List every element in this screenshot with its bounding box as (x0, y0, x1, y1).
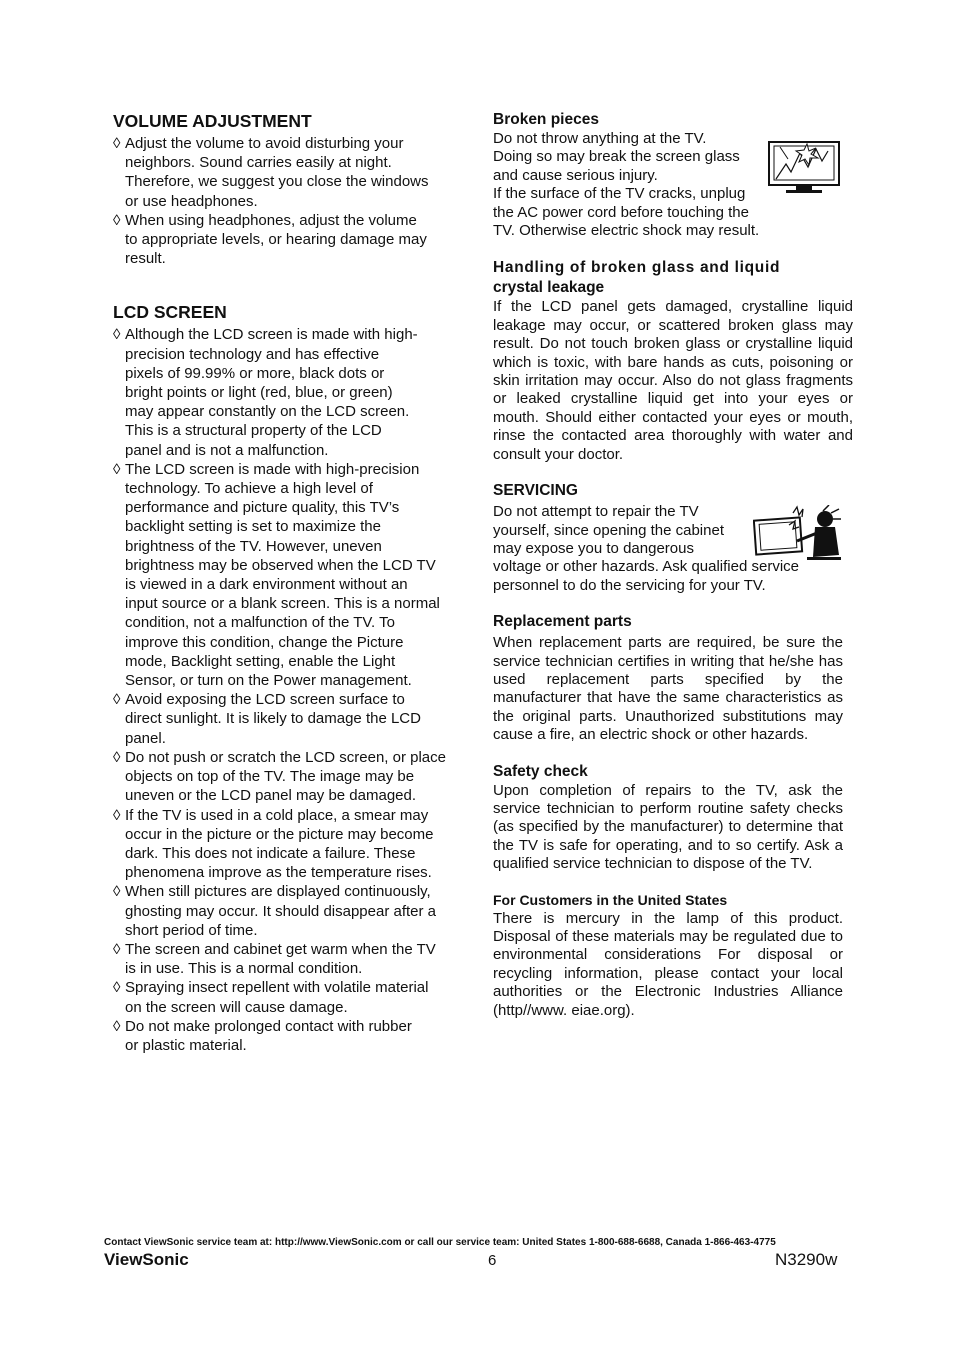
volume-bullet (113, 134, 473, 211)
lcd-bullet (113, 978, 473, 1016)
text-line: Doing so may break the screen glass (493, 148, 740, 166)
text-line: uneven or the LCD panel may be damaged. (125, 787, 417, 805)
text-line: The LCD screen is made with high-precision (125, 460, 420, 478)
text-line: Avoid exposing the LCD screen surface to (125, 691, 405, 709)
lcd-bullet (113, 325, 473, 459)
text-line: or use headphones. (125, 192, 258, 210)
text-line: Do not make prolonged contact with rubber (125, 1017, 412, 1035)
lcd-bullet (113, 690, 473, 748)
bullet-marker: ◊ (113, 135, 121, 152)
lcd-heading: LCD SCREEN (113, 302, 227, 323)
text-line: brightness may be observed when the LCD TV (125, 556, 436, 574)
lcd-bullet (113, 882, 473, 940)
text-line: TV. Otherwise electric shock may result. (493, 222, 760, 240)
bullet-marker: ◊ (113, 1017, 121, 1035)
text-line: direct sunlight. It is likely to damage the LCD (125, 710, 421, 728)
right-column (493, 110, 853, 1020)
bullet-marker: ◊ (113, 806, 121, 824)
text-line: When still pictures are displayed continuously, (125, 883, 431, 901)
text-line: mode, Backlight setting, enable the Light (125, 652, 396, 670)
customers-heading: For Customers in the United States (493, 891, 728, 908)
text-line: panel. (125, 729, 166, 747)
text-line: Do not attempt to repair the TV (493, 503, 699, 521)
text-line: input source or a blank screen. This is a normal (125, 595, 440, 613)
left-column (113, 110, 473, 1055)
safety-heading: Safety check (493, 762, 588, 780)
text-line: If the TV is used in a cold place, a smear may (125, 806, 429, 824)
page-number: 6 (488, 1252, 497, 1269)
brand-logo: ViewSonic (104, 1250, 189, 1269)
text-line: brightness of the TV. However, uneven (125, 537, 382, 555)
text-line: panel and is not a malfunction. (125, 441, 329, 459)
bullet-marker: ◊ (113, 326, 121, 344)
text-line: backlight setting is set to maximize the (125, 518, 381, 536)
text-line: Spraying insect repellent with volatile material (125, 979, 429, 997)
lcd-bullet (113, 806, 473, 883)
lcd-bullet (113, 748, 473, 806)
replacement-heading: Replacement parts (493, 613, 632, 631)
text-line: phenomena improve as the temperature rises. (125, 864, 432, 882)
text-line: to appropriate levels, or hearing damage may (125, 231, 427, 249)
volume-bullet (113, 211, 473, 269)
bullet-marker: ◊ (113, 979, 121, 997)
text-line: bright points or light (red, blue, or green) (125, 384, 393, 402)
text-line: short period of time. (125, 921, 258, 939)
text-line: or plastic material. (125, 1036, 247, 1054)
text-line: may expose you to dangerous (493, 539, 694, 557)
text-line: technology. To achieve a high level of (125, 480, 373, 498)
text-line: This is a structural property of the LCD (125, 422, 382, 440)
bullet-marker: ◊ (113, 460, 121, 478)
text-line: Adjust the volume to avoid disturbing your (125, 135, 404, 152)
customers-text: There is mercury in the lamp of this product. Disposal of these materials may be regulated due to environmental considerations For disposal or recycling information, please contact your local authorities or the Electronic Industries Alliance (http//www. eiae.org). (493, 909, 843, 1019)
text-line: precision technology and has effective (125, 345, 380, 363)
bullet-marker: ◊ (113, 940, 121, 958)
broken-glass-text: If the LCD panel gets damaged, crystalline liquid leakage may occur, or scattered broken glass may result. Do not touch broken glass or crystalline liquid which is toxic, with bare hands as cuts, poisoning or skin irritation may occur. Also do not glass fragments or leaked crystalline liquid get into your eyes or mouth. Should either contacted your eyes or mouth, rinse the contacted area thoroughly with water and consult your doctor. (493, 298, 853, 463)
text-line: and cause serious injury. (493, 166, 658, 184)
heading-line: Handling of broken glass and liquid (493, 259, 781, 277)
bullet-marker: ◊ (113, 211, 121, 229)
text-line: performance and picture quality, this TV’s (125, 499, 400, 517)
heading-line: crystal leakage (493, 279, 605, 297)
text-line: dark. This does not indicate a failure. These (125, 844, 416, 862)
text-line: When using headphones, adjust the volume (125, 211, 417, 229)
lcd-bullet (113, 1017, 473, 1055)
bullet-marker: ◊ (113, 691, 121, 709)
bullet-marker: ◊ (113, 883, 121, 901)
volume-heading: VOLUME ADJUSTMENT (113, 111, 312, 131)
lcd-bullet (113, 460, 473, 690)
servicing-warning-icon (753, 505, 843, 563)
servicing-heading: SERVICING (493, 482, 578, 500)
text-line: condition, not a malfunction of the TV. To (125, 614, 395, 632)
broken-tv-icon (766, 139, 842, 195)
volume-bullets (113, 134, 473, 268)
text-line: is viewed in a dark environment without an (125, 576, 408, 594)
text-line: Therefore, we suggest you close the windows (125, 173, 429, 191)
model-number: N3290w (775, 1250, 838, 1269)
text-line: pixels of 99.99% or more, black dots or (125, 364, 385, 382)
text-line: Do not push or scratch the LCD screen, or place (125, 748, 446, 766)
text-line: occur in the picture or the picture may become (125, 825, 434, 843)
safety-text: Upon completion of repairs to the TV, ask the service technician to perform routine safety checks (as specified by the manufacturer) to determine that the TV is safe for operating, and to so certify. Ask a qualified service technician to dispose of the TV. (493, 781, 843, 873)
lcd-bullet (113, 940, 473, 978)
broken-pieces-heading: Broken pieces (493, 111, 599, 128)
text-line: Do not throw anything at the TV. (493, 130, 707, 147)
text-line: If the surface of the TV cracks, unplug (493, 185, 746, 203)
text-line: Although the LCD screen is made with high- (125, 326, 418, 344)
text-line: on the screen will cause damage. (125, 998, 348, 1016)
text-line: The screen and cabinet get warm when the TV (125, 940, 436, 958)
text-line: yourself, since opening the cabinet (493, 521, 724, 539)
lcd-bullets (113, 325, 473, 1055)
text-line: may appear constantly on the LCD screen. (125, 403, 410, 421)
text-line: is in use. This is a normal condition. (125, 960, 363, 978)
text-line: result. (125, 250, 166, 268)
text-line: improve this condition, change the Picture (125, 633, 404, 651)
text-line: objects on top of the TV. The image may be (125, 768, 415, 786)
text-line: personnel to do the servicing for your TV. (493, 576, 766, 594)
replacement-text: When replacement parts are required, be sure the service technician certifies in writing that he/she has used replacement parts specified by the manufacturer that have the same characteristics as the original parts. Unauthorized substitutions may cause a fire, an electric shock or other hazards. (493, 634, 843, 744)
text-line: ghosting may occur. It should disappear after a (125, 902, 437, 920)
text-line: voltage or other hazards. Ask qualified service (493, 558, 799, 576)
text-line: Sensor, or turn on the Power management. (125, 672, 412, 690)
footer-contact: Contact ViewSonic service team at: http://www.ViewSonic.com or call our service team: United States 1-800-688-6688, Canada 1-866-463-4775 (104, 1237, 776, 1248)
bullet-marker: ◊ (113, 748, 121, 766)
text-line: the AC power cord before touching the (493, 203, 749, 221)
text-line: neighbors. Sound carries easily at night. (125, 154, 392, 172)
broken-glass-heading (493, 258, 845, 298)
